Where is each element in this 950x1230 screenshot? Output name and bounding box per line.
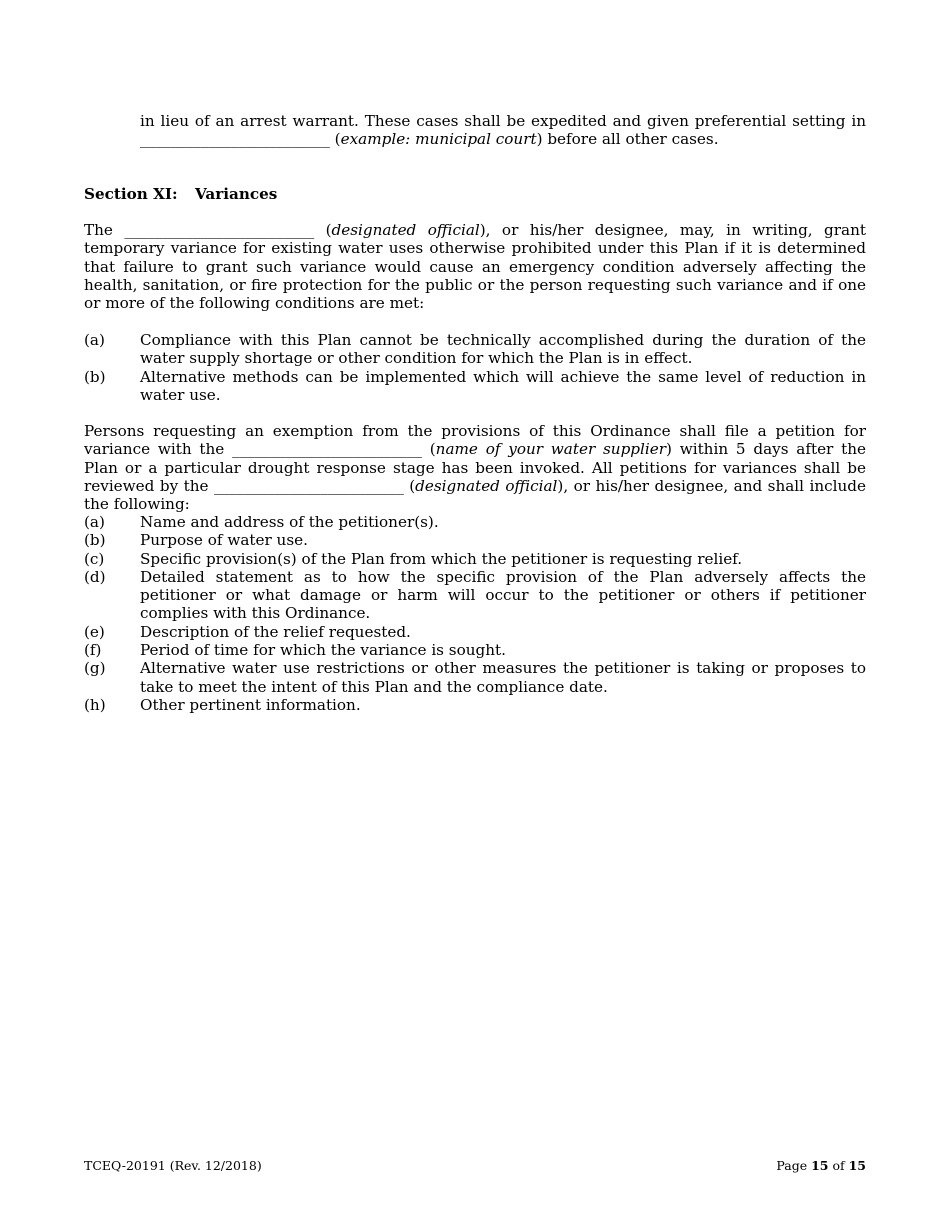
list-item — [84, 641, 866, 659]
list-text: Alternative methods can be implemented which will achieve the same level of reduction in water use. — [140, 367, 866, 404]
p2-italic-2: designated official — [415, 476, 558, 495]
petition-paragraph — [84, 422, 866, 513]
page-of: of — [828, 1158, 849, 1173]
continuation-italic: example: municipal court — [340, 130, 537, 149]
requirements-list — [84, 513, 866, 714]
list-marker: (a) — [84, 331, 105, 349]
continuation-paragraph — [140, 112, 866, 149]
p2-text-2: ) within 5 days after the Plan or a particular drought response stage has been invoked. All petitions for variances shall be reviewed by the — [84, 440, 866, 495]
list-item — [84, 568, 866, 623]
list-text: Other pertinent information. — [140, 695, 361, 714]
variance-intro-paragraph — [84, 221, 866, 312]
p1-text-1: The — [84, 221, 125, 239]
p2-blank-2: _________________________ — [213, 476, 404, 495]
list-marker: (e) — [84, 622, 105, 641]
list-marker: (h) — [84, 695, 106, 714]
p1-italic: designated official — [331, 221, 480, 239]
list-marker: (b) — [84, 367, 106, 386]
continuation-text-1: in lieu of an arrest warrant. These cases shall be expedited and given preferential setting in — [140, 112, 866, 130]
list-item — [84, 368, 866, 405]
list-text: Alternative water use restrictions or other measures the petitioner is taking or proposes to take to meet the intent of this Plan and the compliance date. — [140, 659, 866, 696]
p1-blank: _________________________ — [124, 221, 315, 239]
conditions-list — [84, 331, 866, 404]
list-item — [84, 550, 866, 568]
footer-page-number — [776, 1158, 866, 1173]
page-current: 15 — [811, 1158, 829, 1173]
p2-text-3: ), or his/her designee, and shall include the following: — [84, 476, 866, 514]
p1-paren-open: ( — [314, 221, 332, 239]
p2-text-1: Persons requesting an exemption from the provisions of this Ordinance shall file a petition for variance with the — [84, 422, 866, 459]
p2-paren-open-2: ( — [403, 476, 416, 495]
p1-text-2: ), or his/her designee, may, in writing, grant temporary variance for existing water uses otherwise prohibited under this Plan if it is determined that failure to grant such variance would cause an emergency condition adversely affecting the health, sanitation, or fire protection for the public or the person requesting such variance and if one or more of the following conditions are met: — [84, 221, 866, 313]
section-heading — [84, 185, 277, 203]
list-text: Purpose of water use. — [140, 531, 308, 550]
footer-form-id: TCEQ-20191 (Rev. 12/2018) — [84, 1158, 262, 1173]
list-text: Detailed statement as to how the specific provision of the Plan adversely affects the petitioner or what damage or harm will occur to the petitioner or others if petitioner complies with this Ordinance. — [140, 567, 866, 623]
page-total: 15 — [848, 1158, 866, 1173]
list-marker: (b) — [84, 531, 106, 550]
p2-italic-1: name of your water supplier — [435, 440, 666, 459]
list-marker: (g) — [84, 659, 106, 678]
list-text: Period of time for which the variance is sought. — [140, 641, 506, 660]
list-item — [84, 623, 866, 641]
list-item — [84, 513, 866, 531]
list-marker: (d) — [84, 567, 106, 586]
list-marker: (c) — [84, 549, 105, 568]
section-title: Variances — [195, 185, 278, 203]
list-text: Description of the relief requested. — [140, 622, 411, 641]
continuation-blank: _________________________ — [140, 130, 330, 149]
list-text: Specific provision(s) of the Plan from which the petitioner is requesting relief. — [140, 549, 743, 568]
section-number: Section XI: — [84, 185, 178, 203]
continuation-paren-open: ( — [329, 130, 341, 149]
p2-blank-1: _________________________ — [232, 440, 422, 459]
list-item — [84, 659, 866, 696]
list-item — [84, 531, 866, 549]
list-item — [84, 696, 866, 714]
continuation-text-2: ) before all other cases. — [536, 130, 719, 149]
page-word: Page — [776, 1158, 812, 1173]
p2-paren-open-1: ( — [421, 440, 436, 459]
list-item — [84, 331, 866, 368]
list-text: Name and address of the petitioner(s). — [140, 513, 439, 531]
list-text: Compliance with this Plan cannot be technically accomplished during the duration of the water supply shortage or other condition for which the Plan is in effect. — [140, 331, 866, 368]
list-marker: (f) — [84, 641, 102, 660]
list-marker: (a) — [84, 513, 105, 531]
